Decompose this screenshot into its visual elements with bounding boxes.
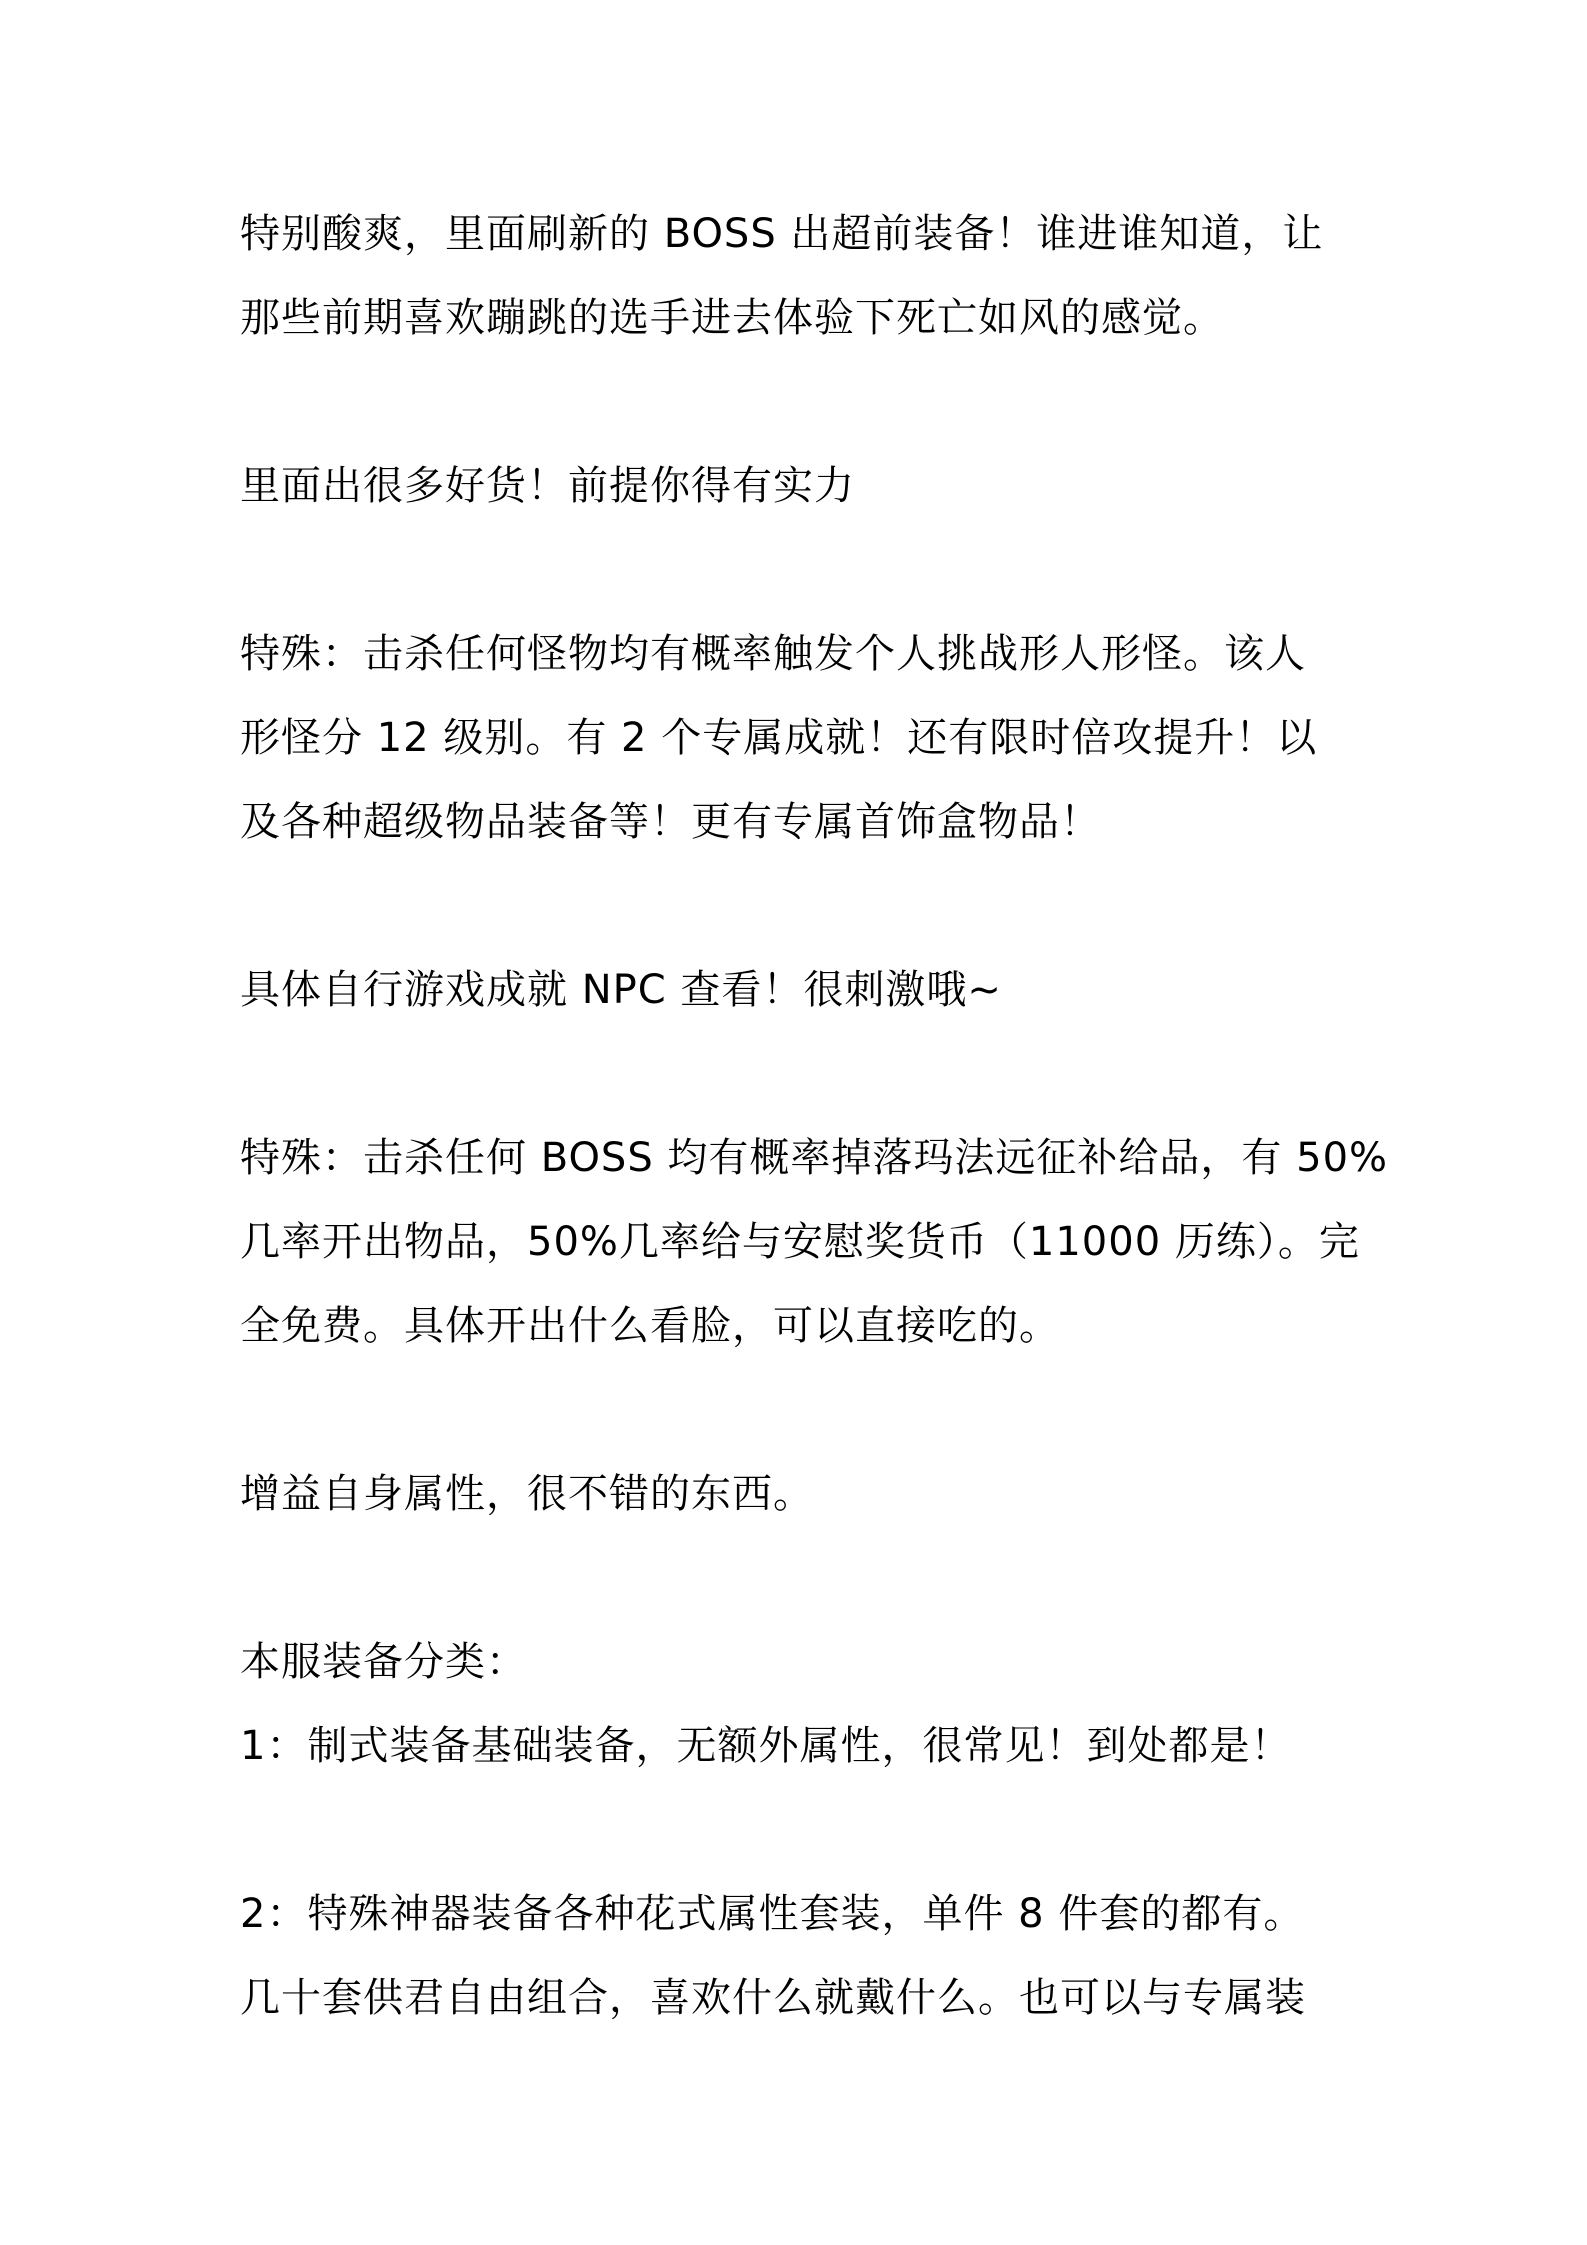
text-line: 形怪分 12 级别。有 2 个专属成就！还有限时倍攻提升！以 [240,715,1318,761]
text-line: 那些前期喜欢蹦跳的选手进去体验下死亡如风的感觉。 [240,295,1224,341]
text-line: 及各种超级物品装备等！更有专属首饰盒物品！ [240,799,1101,845]
text-line: 特殊：击杀任何 BOSS 均有概率掉落玛法远征补给品，有 50% [240,1135,1389,1181]
text-line: 几十套供君自由组合，喜欢什么就戴什么。也可以与专属装 [240,1975,1306,2021]
list-item: 1：制式装备基础装备，无额外属性，很常见！到处都是！ [240,1723,1292,1769]
paragraph-humanoid-challenge [240,612,1352,864]
section-heading: 本服装备分类： [240,1639,527,1685]
paragraph-artifact-sets [240,1872,1352,2040]
text-line: 几率开出物品，50%几率给与安慰奖货币（11000 历练）。完 [240,1219,1360,1265]
paragraph-achievement-npc [240,948,1352,1032]
paragraph-buff [240,1452,1352,1536]
text-line: 全免费。具体开出什么看脸，可以直接吃的。 [240,1303,1060,1349]
text-line: 增益自身属性，很不错的东西。 [240,1471,814,1517]
text-line: 具体自行游戏成就 NPC 查看！很刺激哦~ [240,967,1002,1013]
text-line: 里面出很多好货！前提你得有实力 [240,463,855,509]
paragraph-good-loot [240,444,1352,528]
text-line: 特别酸爽，里面刷新的 BOSS 出超前装备！谁进谁知道，让 [240,211,1324,257]
text-line: 特殊：击杀任何怪物均有概率触发个人挑战形人形怪。该人 [240,631,1306,677]
paragraph-supply-drop [240,1116,1389,1368]
paragraph-boss-equipment [240,192,1352,360]
list-item: 2：特殊神器装备各种花式属性套装，单件 8 件套的都有。 [240,1891,1305,1937]
paragraph-equipment-categories [240,1620,1352,1788]
